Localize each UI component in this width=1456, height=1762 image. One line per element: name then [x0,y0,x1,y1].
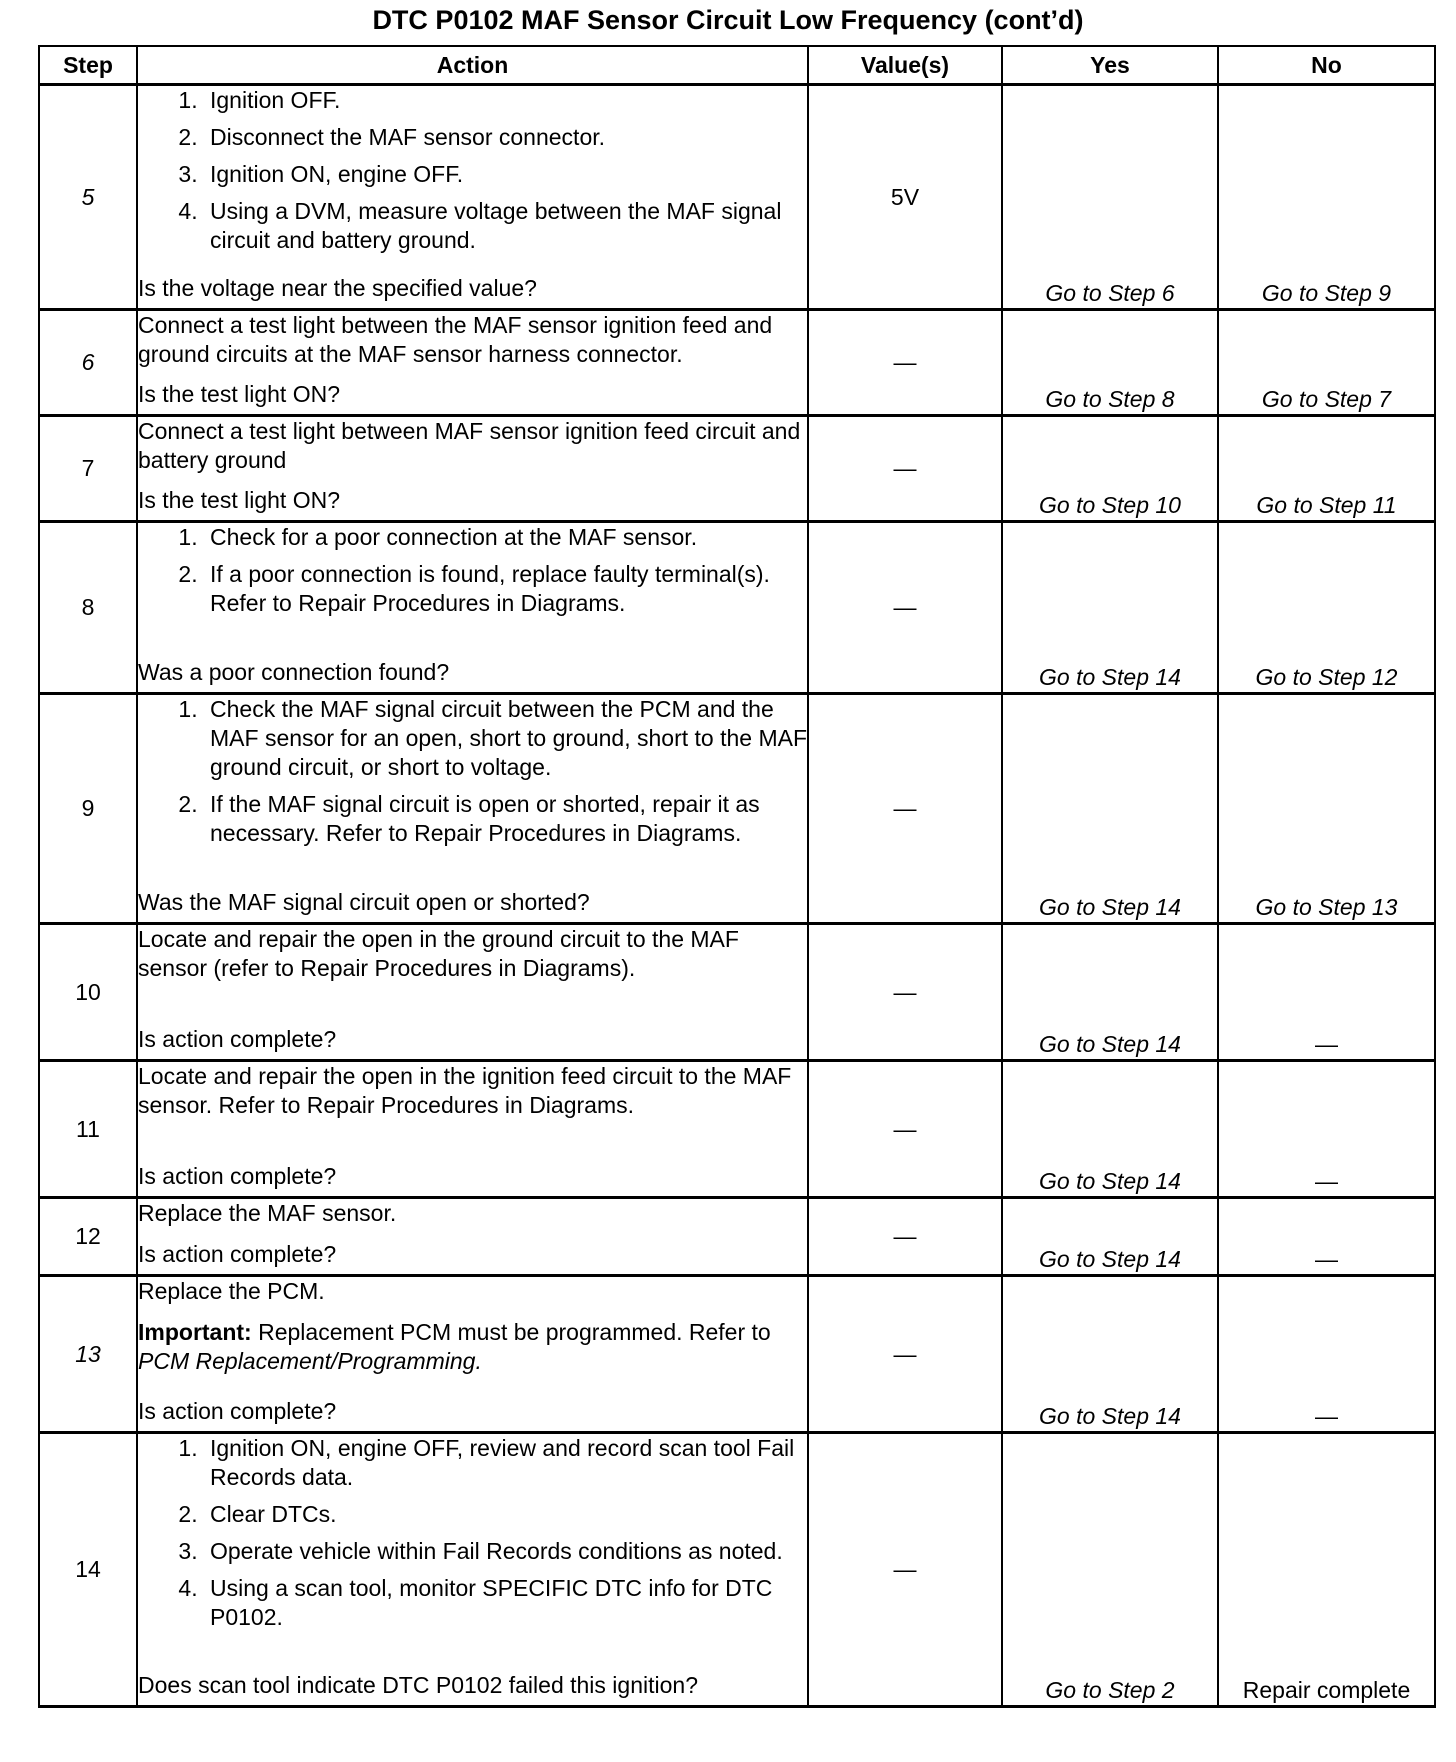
value-cell: — [808,1061,1002,1198]
action-question: Is the test light ON? [138,381,340,407]
list-item: 4. Using a scan tool, monitor SPECIFIC DTC info for DTC P0102. [204,1574,807,1632]
no-cell: — [1218,1198,1435,1276]
table-row [39,416,1435,522]
table-row [39,522,1435,694]
step-number: 5 [39,85,137,310]
no-cell: Repair complete [1218,1433,1435,1707]
step-number: 8 [39,522,137,694]
table-row [39,1276,1435,1433]
list-item: 4. Using a DVM, measure voltage between the MAF signal circuit and battery ground. [204,197,807,255]
no-cell: — [1218,1276,1435,1433]
action-text: Replace the MAF sensor. [138,1200,397,1226]
action-steps [164,86,807,263]
action-question: Was a poor connection found? [138,659,450,685]
header-step: Step [39,46,137,85]
yes-cell: Go to Step 14 [1002,1276,1218,1433]
list-item: 3. Operate vehicle within Fail Records conditions as noted. [204,1537,807,1566]
value-cell: — [808,1198,1002,1276]
header-action: Action [137,46,808,85]
important-text: Replacement PCM must be programmed. Refer to [258,1319,771,1345]
no-cell: Go to Step 7 [1218,310,1435,416]
value-cell: — [808,924,1002,1061]
table-row [39,924,1435,1061]
action-steps [164,523,807,626]
yes-cell: Go to Step 14 [1002,522,1218,694]
table-row [39,1061,1435,1198]
important-reference: PCM Replacement/Programming. [138,1348,482,1374]
action-cell [137,1276,808,1433]
action-question: Is action complete? [138,1398,337,1424]
action-cell [137,310,808,416]
action-question: Is action complete? [138,1163,337,1189]
list-item: 1. Check the MAF signal circuit between the PCM and the MAF sensor for an open, short to ground, short to the MAF ground circuit, or short to voltage. [204,695,807,782]
action-cell [137,1433,808,1707]
list-item: 1. Ignition OFF. [204,86,807,115]
header-values: Value(s) [808,46,1002,85]
yes-cell: Go to Step 8 [1002,310,1218,416]
action-cell [137,1061,808,1198]
action-steps [164,695,807,856]
yes-cell: Go to Step 6 [1002,85,1218,310]
no-cell: — [1218,924,1435,1061]
header-yes: Yes [1002,46,1218,85]
action-cell [137,522,808,694]
action-question: Does scan tool indicate DTC P0102 failed this ignition? [138,1672,698,1698]
value-cell: 5V [808,85,1002,310]
page-title: DTC P0102 MAF Sensor Circuit Low Frequency (cont’d) [372,5,1084,35]
action-question: Is the test light ON? [138,487,340,513]
step-number: 10 [39,924,137,1061]
value-cell: — [808,416,1002,522]
step-number: 12 [39,1198,137,1276]
step-number: 7 [39,416,137,522]
yes-cell: Go to Step 14 [1002,1198,1218,1276]
list-item: 1. Ignition ON, engine OFF, review and record scan tool Fail Records data. [204,1434,807,1492]
action-text: Locate and repair the open in the ground circuit to the MAF sensor (refer to Repair Procedures in Diagrams). [138,926,739,981]
action-question: Was the MAF signal circuit open or shorted? [138,889,590,915]
action-text: Replace the PCM. [138,1278,325,1304]
list-item: 2. Disconnect the MAF sensor connector. [204,123,807,152]
action-text: Connect a test light between MAF sensor ignition feed circuit and battery ground [138,418,801,473]
action-text: Connect a test light between the MAF sensor ignition feed and ground circuits at the MAF sensor harness connector. [138,312,773,367]
step-number: 11 [39,1061,137,1198]
list-item: 2. If the MAF signal circuit is open or shorted, repair it as necessary. Refer to Repair Procedures in Diagrams. [204,790,807,848]
table-row [39,1433,1435,1707]
table-row [39,85,1435,310]
no-cell: Go to Step 9 [1218,85,1435,310]
important-label: Important: [138,1319,252,1345]
value-cell: — [808,1433,1002,1707]
action-cell [137,924,808,1061]
yes-cell: Go to Step 14 [1002,924,1218,1061]
action-cell [137,85,808,310]
no-cell: Go to Step 13 [1218,694,1435,924]
action-cell [137,1198,808,1276]
table-row [39,310,1435,416]
action-cell [137,416,808,522]
step-number: 13 [39,1276,137,1433]
list-item: 1. Check for a poor connection at the MAF sensor. [204,523,807,552]
list-item: 3. Ignition ON, engine OFF. [204,160,807,189]
table-header-row [39,46,1435,85]
value-cell: — [808,522,1002,694]
action-question: Is action complete? [138,1241,337,1267]
action-cell [137,694,808,924]
table-row [39,1198,1435,1276]
value-cell: — [808,310,1002,416]
action-text: Locate and repair the open in the ignition feed circuit to the MAF sensor. Refer to Repair Procedures in Diagrams. [138,1063,792,1118]
action-question: Is the voltage near the specified value? [138,275,537,301]
step-number: 9 [39,694,137,924]
action-steps [164,1434,807,1640]
yes-cell: Go to Step 10 [1002,416,1218,522]
header-no: No [1218,46,1435,85]
diagnostic-table [38,45,1436,1708]
no-cell: Go to Step 12 [1218,522,1435,694]
step-number: 14 [39,1433,137,1707]
value-cell: — [808,1276,1002,1433]
yes-cell: Go to Step 14 [1002,1061,1218,1198]
important-note [138,1318,807,1376]
value-cell: — [808,694,1002,924]
table-row [39,694,1435,924]
no-cell: Go to Step 11 [1218,416,1435,522]
list-item: 2. Clear DTCs. [204,1500,807,1529]
action-question: Is action complete? [138,1026,337,1052]
list-item: 2. If a poor connection is found, replace faulty terminal(s). Refer to Repair Procedures in Diagrams. [204,560,807,618]
yes-cell: Go to Step 14 [1002,694,1218,924]
no-cell: — [1218,1061,1435,1198]
yes-cell: Go to Step 2 [1002,1433,1218,1707]
step-number: 6 [39,310,137,416]
